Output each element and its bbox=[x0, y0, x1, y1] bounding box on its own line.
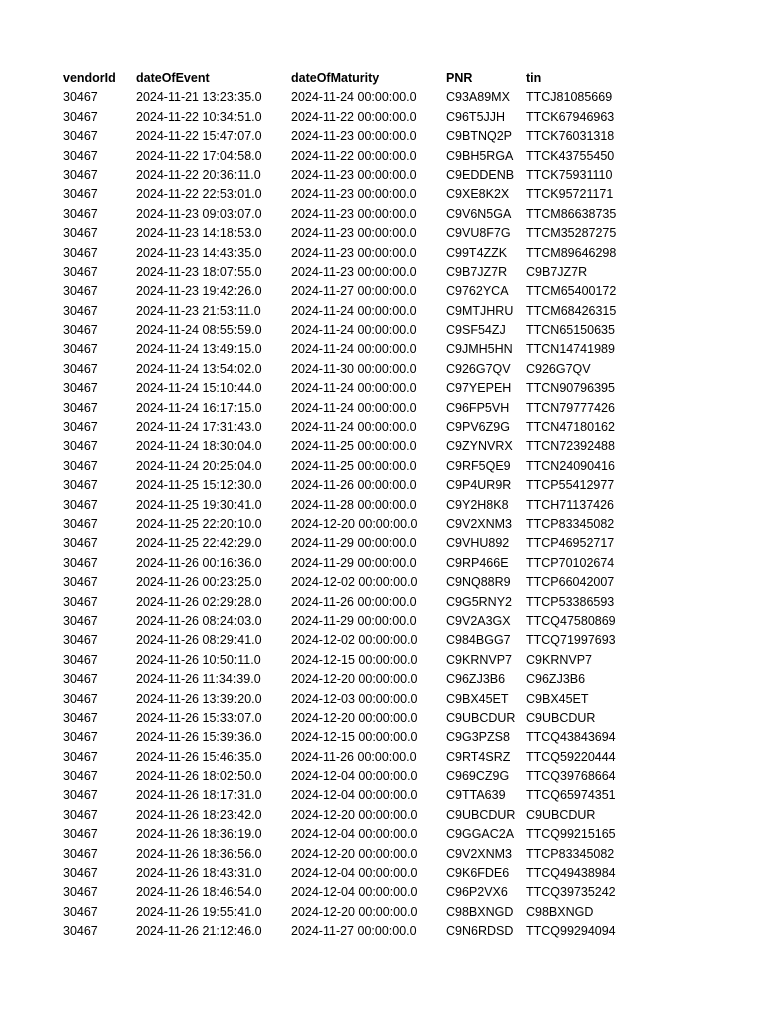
tin-cell: TTCN14741989 bbox=[526, 342, 615, 357]
pnr-cell: C9RT4SRZ bbox=[446, 749, 511, 764]
date-of-event-cell: 2024-11-24 13:49:15.0 bbox=[136, 342, 262, 357]
date-of-maturity-cell: 2024-12-20 00:00:00.0 bbox=[291, 807, 418, 822]
date-of-event-cell: 2024-11-26 18:36:19.0 bbox=[136, 827, 262, 842]
tin-cell: TTCQ71997693 bbox=[526, 633, 616, 648]
pnr-cell: C9XE8K2X bbox=[446, 187, 510, 202]
date-of-maturity-cell: 2024-11-24 00:00:00.0 bbox=[291, 90, 417, 105]
tin-cell: TTCQ43843694 bbox=[526, 730, 616, 745]
date-of-event-cell: 2024-11-24 15:10:44.0 bbox=[136, 381, 262, 396]
date-of-event-cell: 2024-11-22 10:34:51.0 bbox=[136, 109, 262, 124]
date-of-maturity-cell: 2024-12-04 00:00:00.0 bbox=[291, 866, 418, 881]
date-of-maturity-cell: 2024-11-26 00:00:00.0 bbox=[291, 749, 417, 764]
table-body bbox=[63, 88, 636, 941]
vendor-id-cell: 30467 bbox=[63, 672, 98, 687]
table-row bbox=[63, 922, 636, 941]
table-row bbox=[63, 767, 636, 786]
date-of-maturity-cell: 2024-12-04 00:00:00.0 bbox=[291, 788, 418, 803]
table-row bbox=[63, 670, 636, 689]
vendor-id-cell: 30467 bbox=[63, 807, 98, 822]
table-row bbox=[63, 748, 636, 767]
date-of-event-cell: 2024-11-26 10:50:11.0 bbox=[136, 652, 261, 667]
date-of-event-cell: 2024-11-25 15:12:30.0 bbox=[136, 478, 262, 493]
table-row bbox=[63, 302, 636, 321]
date-of-event-cell: 2024-11-22 17:04:58.0 bbox=[136, 148, 262, 163]
vendor-id-cell: 30467 bbox=[63, 187, 98, 202]
vendor-id-cell: 30467 bbox=[63, 710, 98, 725]
table-row bbox=[63, 825, 636, 844]
vendor-id-cell: 30467 bbox=[63, 846, 98, 861]
tin-cell: C96ZJ3B6 bbox=[526, 672, 586, 687]
date-of-event-cell: 2024-11-23 14:43:35.0 bbox=[136, 245, 262, 260]
tin-cell: TTCN90796395 bbox=[526, 381, 615, 396]
date-of-maturity-cell: 2024-11-23 00:00:00.0 bbox=[291, 167, 417, 182]
pnr-cell: C9B7JZ7R bbox=[446, 264, 508, 279]
date-of-maturity-cell: 2024-12-04 00:00:00.0 bbox=[291, 769, 418, 784]
vendor-id-cell: 30467 bbox=[63, 885, 98, 900]
vendor-id-cell: 30467 bbox=[63, 788, 98, 803]
tin-cell: TTCK95721171 bbox=[526, 187, 614, 202]
vendor-id-cell: 30467 bbox=[63, 129, 98, 144]
table-row bbox=[63, 166, 636, 185]
vendor-id-cell: 30467 bbox=[63, 439, 98, 454]
date-of-event-cell: 2024-11-23 19:42:26.0 bbox=[136, 284, 262, 299]
pnr-cell: C96P2VX6 bbox=[446, 885, 508, 900]
tin-cell: TTCP55412977 bbox=[526, 478, 615, 493]
pnr-cell: C93A89MX bbox=[446, 90, 510, 105]
vendor-id-cell: 30467 bbox=[63, 400, 98, 415]
date-of-maturity-cell: 2024-11-29 00:00:00.0 bbox=[291, 555, 417, 570]
pnr-cell: C9VU8F7G bbox=[446, 226, 511, 241]
column-header-pnr: PNR bbox=[446, 71, 473, 85]
pnr-cell: C9UBCDUR bbox=[446, 710, 516, 725]
vendor-id-cell: 30467 bbox=[63, 555, 98, 570]
pnr-cell: C9ZYNVRX bbox=[446, 439, 513, 454]
date-of-event-cell: 2024-11-21 13:23:35.0 bbox=[136, 90, 262, 105]
tin-cell: TTCM89646298 bbox=[526, 245, 617, 260]
pnr-cell: C99T4ZZK bbox=[446, 245, 508, 260]
pnr-cell: C96FP5VH bbox=[446, 400, 510, 415]
tin-cell: TTCP83345082 bbox=[526, 846, 615, 861]
date-of-event-cell: 2024-11-26 19:55:41.0 bbox=[136, 904, 262, 919]
pnr-cell: C9BTNQ2P bbox=[446, 129, 512, 144]
vendor-id-cell: 30467 bbox=[63, 458, 98, 473]
date-of-event-cell: 2024-11-26 02:29:28.0 bbox=[136, 594, 262, 609]
vendor-id-cell: 30467 bbox=[63, 633, 98, 648]
table-row bbox=[63, 147, 636, 166]
date-of-maturity-cell: 2024-11-29 00:00:00.0 bbox=[291, 536, 417, 551]
tin-cell: TTCQ39768664 bbox=[526, 769, 616, 784]
table-row bbox=[63, 612, 636, 631]
table-header-row bbox=[63, 69, 636, 88]
date-of-event-cell: 2024-11-26 18:43:31.0 bbox=[136, 866, 262, 881]
table-row bbox=[63, 515, 636, 534]
vendor-id-cell: 30467 bbox=[63, 769, 98, 784]
pnr-cell: C9PV6Z9G bbox=[446, 420, 510, 435]
tin-cell: TTCN72392488 bbox=[526, 439, 615, 454]
vendor-id-cell: 30467 bbox=[63, 691, 98, 706]
tin-cell: C9KRNVP7 bbox=[526, 652, 592, 667]
pnr-cell: C9VHU892 bbox=[446, 536, 510, 551]
tin-cell: TTCK67946963 bbox=[526, 109, 615, 124]
pnr-cell: C9V2XNM3 bbox=[446, 516, 512, 531]
table-row bbox=[63, 631, 636, 650]
date-of-event-cell: 2024-11-24 17:31:43.0 bbox=[136, 420, 262, 435]
vendor-id-cell: 30467 bbox=[63, 167, 98, 182]
tin-cell: TTCM68426315 bbox=[526, 303, 617, 318]
date-of-maturity-cell: 2024-11-25 00:00:00.0 bbox=[291, 439, 417, 454]
date-of-event-cell: 2024-11-26 18:02:50.0 bbox=[136, 769, 262, 784]
pnr-cell: C9V2A3GX bbox=[446, 613, 511, 628]
date-of-event-cell: 2024-11-24 08:55:59.0 bbox=[136, 323, 262, 338]
date-of-maturity-cell: 2024-12-02 00:00:00.0 bbox=[291, 575, 418, 590]
table-row bbox=[63, 379, 636, 398]
date-of-maturity-cell: 2024-12-04 00:00:00.0 bbox=[291, 827, 418, 842]
vendor-id-cell: 30467 bbox=[63, 478, 98, 493]
pnr-cell: C9N6RDSD bbox=[446, 924, 514, 939]
table-row bbox=[63, 127, 636, 146]
vendor-id-cell: 30467 bbox=[63, 342, 98, 357]
table-row bbox=[63, 690, 636, 709]
date-of-maturity-cell: 2024-11-24 00:00:00.0 bbox=[291, 400, 417, 415]
pnr-cell: C9P4UR9R bbox=[446, 478, 512, 493]
pnr-cell: C9KRNVP7 bbox=[446, 652, 512, 667]
pnr-cell: C9MTJHRU bbox=[446, 303, 514, 318]
vendor-id-cell: 30467 bbox=[63, 245, 98, 260]
tin-cell: TTCP66042007 bbox=[526, 575, 615, 590]
date-of-maturity-cell: 2024-11-23 00:00:00.0 bbox=[291, 245, 417, 260]
tin-cell: C9UBCDUR bbox=[526, 710, 596, 725]
tin-cell: TTCQ65974351 bbox=[526, 788, 616, 803]
date-of-maturity-cell: 2024-12-03 00:00:00.0 bbox=[291, 691, 418, 706]
date-of-event-cell: 2024-11-26 18:17:31.0 bbox=[136, 788, 262, 803]
date-of-event-cell: 2024-11-24 13:54:02.0 bbox=[136, 361, 262, 376]
date-of-event-cell: 2024-11-26 18:36:56.0 bbox=[136, 846, 262, 861]
date-of-maturity-cell: 2024-11-22 00:00:00.0 bbox=[291, 148, 417, 163]
date-of-event-cell: 2024-11-23 09:03:07.0 bbox=[136, 206, 262, 221]
pnr-cell: C98BXNGD bbox=[446, 904, 514, 919]
pnr-cell: C984BGG7 bbox=[446, 633, 511, 648]
vendor-id-cell: 30467 bbox=[63, 109, 98, 124]
table-row bbox=[63, 534, 636, 553]
table-row bbox=[63, 573, 636, 592]
vendor-id-cell: 30467 bbox=[63, 148, 98, 163]
table-row bbox=[63, 360, 636, 379]
date-of-event-cell: 2024-11-26 15:33:07.0 bbox=[136, 710, 262, 725]
date-of-maturity-cell: 2024-12-15 00:00:00.0 bbox=[291, 730, 418, 745]
table-row bbox=[63, 263, 636, 282]
pnr-cell: C96ZJ3B6 bbox=[446, 672, 506, 687]
pnr-cell: C9K6FDE6 bbox=[446, 866, 510, 881]
vendor-id-cell: 30467 bbox=[63, 516, 98, 531]
date-of-event-cell: 2024-11-23 21:53:11.0 bbox=[136, 303, 261, 318]
table-row bbox=[63, 88, 636, 107]
tin-cell: TTCH71137426 bbox=[526, 497, 615, 512]
tin-cell: TTCK76031318 bbox=[526, 129, 615, 144]
table-row bbox=[63, 244, 636, 263]
table-row bbox=[63, 806, 636, 825]
vendor-id-cell: 30467 bbox=[63, 323, 98, 338]
vendor-id-cell: 30467 bbox=[63, 90, 98, 105]
date-of-maturity-cell: 2024-11-27 00:00:00.0 bbox=[291, 284, 417, 299]
table-row bbox=[63, 437, 636, 456]
tin-cell: TTCN65150635 bbox=[526, 323, 615, 338]
tin-cell: TTCN24090416 bbox=[526, 458, 615, 473]
date-of-maturity-cell: 2024-11-24 00:00:00.0 bbox=[291, 342, 417, 357]
vendor-id-cell: 30467 bbox=[63, 497, 98, 512]
date-of-event-cell: 2024-11-22 20:36:11.0 bbox=[136, 167, 261, 182]
vendor-id-cell: 30467 bbox=[63, 613, 98, 628]
column-header-vendorid: vendorId bbox=[63, 71, 116, 85]
date-of-event-cell: 2024-11-25 22:20:10.0 bbox=[136, 516, 262, 531]
pnr-cell: C9BX45ET bbox=[446, 691, 509, 706]
table-row bbox=[63, 321, 636, 340]
table-row bbox=[63, 399, 636, 418]
date-of-event-cell: 2024-11-26 15:39:36.0 bbox=[136, 730, 262, 745]
table-row bbox=[63, 224, 636, 243]
date-of-maturity-cell: 2024-12-15 00:00:00.0 bbox=[291, 652, 418, 667]
vendor-id-cell: 30467 bbox=[63, 381, 98, 396]
vendor-id-cell: 30467 bbox=[63, 361, 98, 376]
date-of-maturity-cell: 2024-11-24 00:00:00.0 bbox=[291, 323, 417, 338]
vendor-id-cell: 30467 bbox=[63, 206, 98, 221]
vendor-id-cell: 30467 bbox=[63, 594, 98, 609]
date-of-maturity-cell: 2024-11-26 00:00:00.0 bbox=[291, 594, 417, 609]
date-of-event-cell: 2024-11-25 19:30:41.0 bbox=[136, 497, 262, 512]
pnr-cell: C9Y2H8K8 bbox=[446, 497, 509, 512]
date-of-maturity-cell: 2024-11-28 00:00:00.0 bbox=[291, 497, 417, 512]
date-of-event-cell: 2024-11-26 00:16:36.0 bbox=[136, 555, 262, 570]
pnr-cell: C969CZ9G bbox=[446, 769, 510, 784]
table-row bbox=[63, 786, 636, 805]
vendor-id-cell: 30467 bbox=[63, 264, 98, 279]
date-of-maturity-cell: 2024-12-20 00:00:00.0 bbox=[291, 710, 418, 725]
date-of-maturity-cell: 2024-11-23 00:00:00.0 bbox=[291, 129, 417, 144]
table-row bbox=[63, 185, 636, 204]
date-of-event-cell: 2024-11-26 13:39:20.0 bbox=[136, 691, 262, 706]
tin-cell: TTCN47180162 bbox=[526, 420, 615, 435]
pnr-cell: C9SF54ZJ bbox=[446, 323, 506, 338]
pnr-cell: C9G5RNY2 bbox=[446, 594, 512, 609]
pnr-cell: C9NQ88R9 bbox=[446, 575, 511, 590]
date-of-maturity-cell: 2024-12-20 00:00:00.0 bbox=[291, 904, 418, 919]
tin-cell: TTCQ99215165 bbox=[526, 827, 616, 842]
table-row bbox=[63, 205, 636, 224]
pnr-cell: C9G3PZS8 bbox=[446, 730, 510, 745]
date-of-event-cell: 2024-11-26 18:23:42.0 bbox=[136, 807, 262, 822]
tin-cell: TTCP53386593 bbox=[526, 594, 615, 609]
date-of-event-cell: 2024-11-24 18:30:04.0 bbox=[136, 439, 262, 454]
tin-cell: TTCK43755450 bbox=[526, 148, 615, 163]
tin-cell: TTCM35287275 bbox=[526, 226, 617, 241]
tin-cell: TTCQ49438984 bbox=[526, 866, 616, 881]
date-of-maturity-cell: 2024-11-30 00:00:00.0 bbox=[291, 361, 417, 376]
tin-cell: TTCP46952717 bbox=[526, 536, 615, 551]
date-of-maturity-cell: 2024-11-23 00:00:00.0 bbox=[291, 206, 417, 221]
date-of-maturity-cell: 2024-11-23 00:00:00.0 bbox=[291, 187, 417, 202]
tin-cell: C926G7QV bbox=[526, 361, 591, 376]
date-of-event-cell: 2024-11-26 15:46:35.0 bbox=[136, 749, 262, 764]
table-row bbox=[63, 883, 636, 902]
pnr-cell: C9RF5QE9 bbox=[446, 458, 511, 473]
tin-cell: C9UBCDUR bbox=[526, 807, 596, 822]
tin-cell: TTCP83345082 bbox=[526, 516, 615, 531]
date-of-maturity-cell: 2024-12-02 00:00:00.0 bbox=[291, 633, 418, 648]
vendor-id-cell: 30467 bbox=[63, 575, 98, 590]
pnr-cell: C96T5JJH bbox=[446, 109, 506, 124]
table-row bbox=[63, 728, 636, 747]
pnr-cell: C9JMH5HN bbox=[446, 342, 513, 357]
table-row bbox=[63, 476, 636, 495]
pnr-cell: C9EDDENB bbox=[446, 167, 515, 182]
tin-cell: TTCQ47580869 bbox=[526, 613, 616, 628]
table-row bbox=[63, 496, 636, 515]
data-table bbox=[63, 69, 636, 942]
pnr-cell: C9UBCDUR bbox=[446, 807, 516, 822]
vendor-id-cell: 30467 bbox=[63, 827, 98, 842]
date-of-event-cell: 2024-11-26 00:23:25.0 bbox=[136, 575, 262, 590]
tin-cell: TTCQ99294094 bbox=[526, 924, 616, 939]
date-of-event-cell: 2024-11-26 18:46:54.0 bbox=[136, 885, 262, 900]
table-row bbox=[63, 864, 636, 883]
date-of-maturity-cell: 2024-11-27 00:00:00.0 bbox=[291, 924, 417, 939]
tin-cell: C9B7JZ7R bbox=[526, 264, 588, 279]
pnr-cell: C9RP466E bbox=[446, 555, 509, 570]
pnr-cell: C9BH5RGA bbox=[446, 148, 514, 163]
date-of-maturity-cell: 2024-11-24 00:00:00.0 bbox=[291, 303, 417, 318]
tin-cell: C9BX45ET bbox=[526, 691, 589, 706]
tin-cell: C98BXNGD bbox=[526, 904, 594, 919]
vendor-id-cell: 30467 bbox=[63, 303, 98, 318]
date-of-maturity-cell: 2024-12-20 00:00:00.0 bbox=[291, 516, 418, 531]
date-of-maturity-cell: 2024-12-20 00:00:00.0 bbox=[291, 672, 418, 687]
date-of-maturity-cell: 2024-11-24 00:00:00.0 bbox=[291, 420, 417, 435]
date-of-event-cell: 2024-11-22 22:53:01.0 bbox=[136, 187, 262, 202]
date-of-maturity-cell: 2024-12-20 00:00:00.0 bbox=[291, 846, 418, 861]
pnr-cell: C97YEPEH bbox=[446, 381, 512, 396]
date-of-maturity-cell: 2024-11-24 00:00:00.0 bbox=[291, 381, 417, 396]
pnr-cell: C9V2XNM3 bbox=[446, 846, 512, 861]
tin-cell: TTCM65400172 bbox=[526, 284, 617, 299]
tin-cell: TTCJ81085669 bbox=[526, 90, 613, 105]
table-row bbox=[63, 651, 636, 670]
date-of-event-cell: 2024-11-23 14:18:53.0 bbox=[136, 226, 262, 241]
tin-cell: TTCP70102674 bbox=[526, 555, 615, 570]
column-header-dateofmaturity: dateOfMaturity bbox=[291, 71, 380, 85]
date-of-maturity-cell: 2024-11-23 00:00:00.0 bbox=[291, 226, 417, 241]
vendor-id-cell: 30467 bbox=[63, 420, 98, 435]
tin-cell: TTCK75931110 bbox=[526, 167, 613, 182]
table-row bbox=[63, 593, 636, 612]
pnr-cell: C9TTA639 bbox=[446, 788, 506, 803]
table-row bbox=[63, 457, 636, 476]
table-row bbox=[63, 903, 636, 922]
pnr-cell: C9V6N5GA bbox=[446, 206, 512, 221]
date-of-event-cell: 2024-11-24 16:17:15.0 bbox=[136, 400, 262, 415]
column-header-dateofevent: dateOfEvent bbox=[136, 71, 210, 85]
tin-cell: TTCN79777426 bbox=[526, 400, 615, 415]
table-row bbox=[63, 554, 636, 573]
date-of-event-cell: 2024-11-26 08:29:41.0 bbox=[136, 633, 262, 648]
table-row bbox=[63, 709, 636, 728]
column-header-tin: tin bbox=[526, 71, 542, 85]
date-of-event-cell: 2024-11-24 20:25:04.0 bbox=[136, 458, 262, 473]
pnr-cell: C926G7QV bbox=[446, 361, 511, 376]
tin-cell: TTCQ39735242 bbox=[526, 885, 616, 900]
tin-cell: TTCQ59220444 bbox=[526, 749, 616, 764]
vendor-id-cell: 30467 bbox=[63, 284, 98, 299]
date-of-event-cell: 2024-11-25 22:42:29.0 bbox=[136, 536, 262, 551]
date-of-event-cell: 2024-11-26 11:34:39.0 bbox=[136, 672, 261, 687]
date-of-maturity-cell: 2024-11-25 00:00:00.0 bbox=[291, 458, 417, 473]
date-of-event-cell: 2024-11-26 08:24:03.0 bbox=[136, 613, 262, 628]
date-of-event-cell: 2024-11-22 15:47:07.0 bbox=[136, 129, 262, 144]
vendor-id-cell: 30467 bbox=[63, 652, 98, 667]
vendor-id-cell: 30467 bbox=[63, 866, 98, 881]
date-of-maturity-cell: 2024-11-26 00:00:00.0 bbox=[291, 478, 417, 493]
pnr-cell: C9GGAC2A bbox=[446, 827, 515, 842]
pnr-cell: C9762YCA bbox=[446, 284, 509, 299]
vendor-id-cell: 30467 bbox=[63, 749, 98, 764]
date-of-maturity-cell: 2024-12-04 00:00:00.0 bbox=[291, 885, 418, 900]
table-row bbox=[63, 845, 636, 864]
date-of-event-cell: 2024-11-23 18:07:55.0 bbox=[136, 264, 262, 279]
tin-cell: TTCM86638735 bbox=[526, 206, 617, 221]
vendor-id-cell: 30467 bbox=[63, 904, 98, 919]
date-of-maturity-cell: 2024-11-29 00:00:00.0 bbox=[291, 613, 417, 628]
table-row bbox=[63, 340, 636, 359]
vendor-id-cell: 30467 bbox=[63, 924, 98, 939]
vendor-id-cell: 30467 bbox=[63, 730, 98, 745]
table-row bbox=[63, 282, 636, 301]
date-of-maturity-cell: 2024-11-22 00:00:00.0 bbox=[291, 109, 417, 124]
vendor-id-cell: 30467 bbox=[63, 536, 98, 551]
table-row bbox=[63, 108, 636, 127]
date-of-event-cell: 2024-11-26 21:12:46.0 bbox=[136, 924, 262, 939]
vendor-id-cell: 30467 bbox=[63, 226, 98, 241]
date-of-maturity-cell: 2024-11-23 00:00:00.0 bbox=[291, 264, 417, 279]
table-row bbox=[63, 418, 636, 437]
